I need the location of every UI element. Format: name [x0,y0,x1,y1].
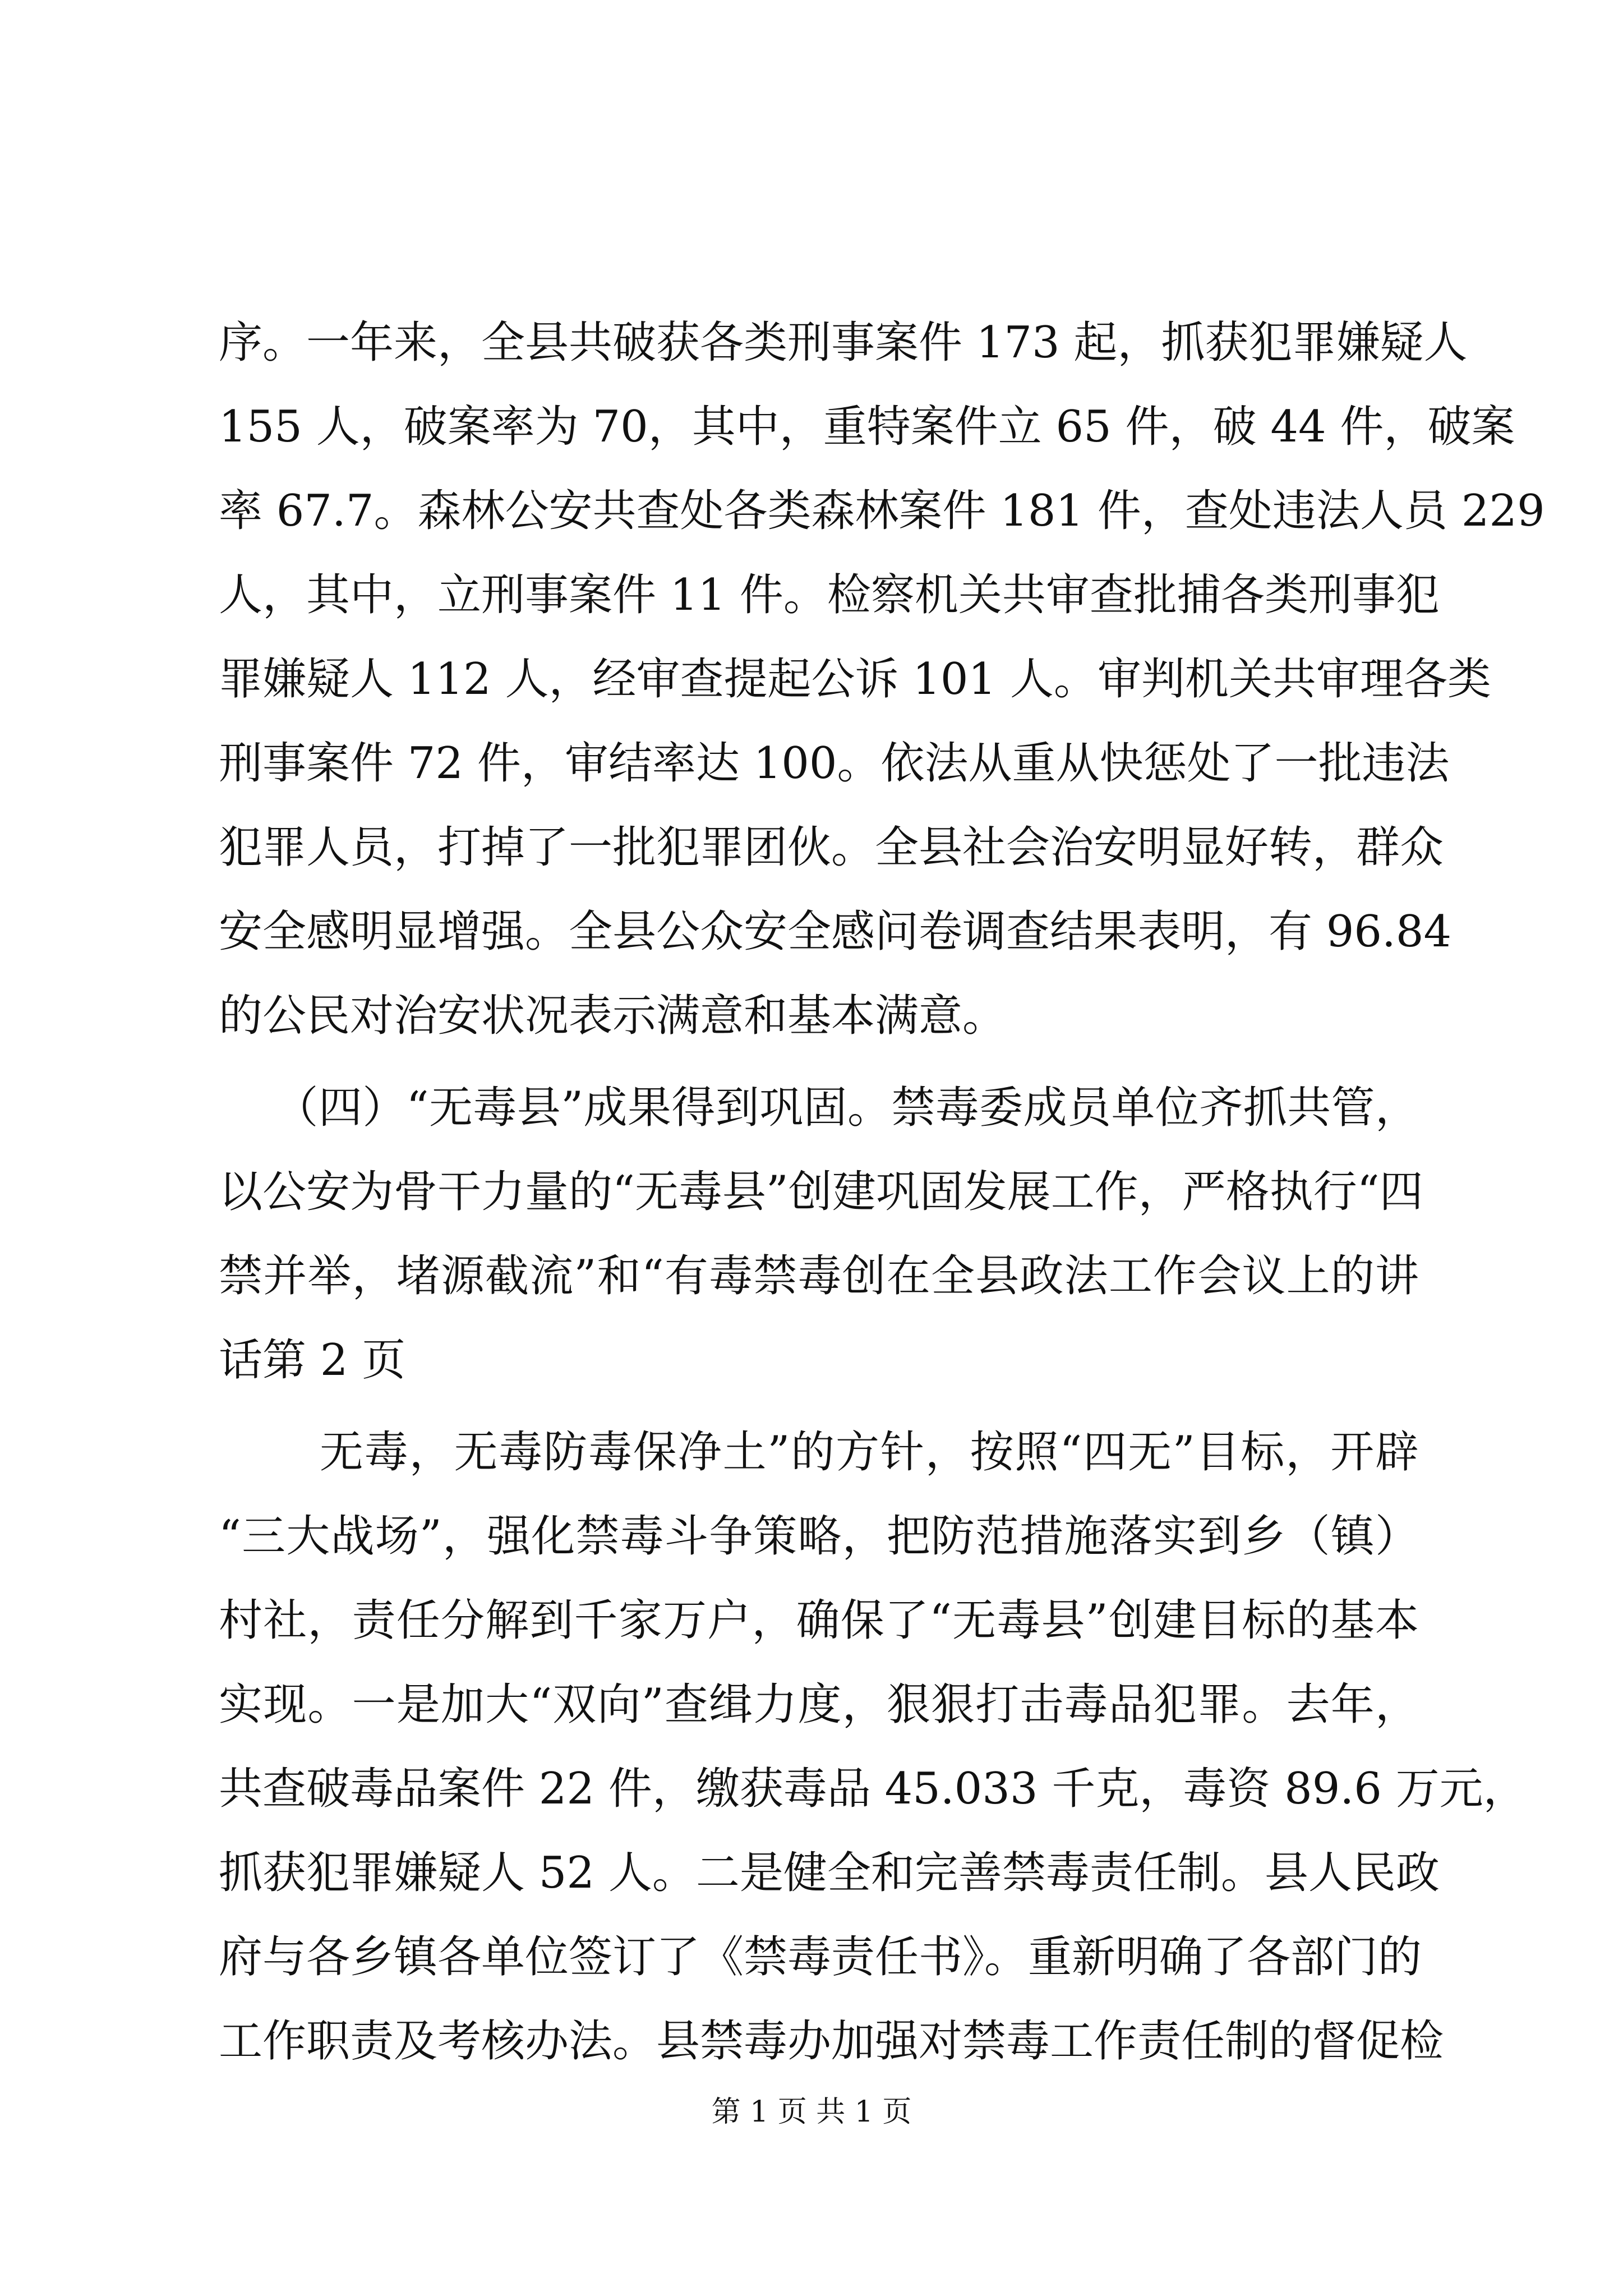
paragraph-line: 安全感明显增强。全县公众安全感问卷调查结果表明，有 96.84 [219,907,1452,957]
paragraph-line: 抓获犯罪嫌疑人 52 人。二是健全和完善禁毒责任制。县人民政 [219,1848,1440,1898]
paragraph-line: 以公安为骨干力量的“无毒县”创建巩固发展工作，严格执行“四 [219,1167,1423,1217]
body-text [219,301,1545,2083]
paragraph-line: 村社，责任分解到千家万户，确保了“无毒县”创建目标的基本 [219,1595,1419,1646]
paragraph-line: 人，其中，立刑事案件 11 件。检察机关共审查批捕各类刑事犯 [219,570,1440,620]
paragraph-line: 罪嫌疑人 112 人，经审查提起公诉 101 人。审判机关共审理各类 [219,654,1491,705]
paragraph-line: 禁并举，堵源截流”和“有毒禁毒创在全县政法工作会议上的讲 [219,1251,1419,1301]
section-heading-line: （四）“无毒县”成果得到巩固。禁毒委成员单位齐抓共管， [252,1083,1419,1133]
paragraph-line: 实现。一是加大“双向”查缉力度，狠狠打击毒品犯罪。去年， [219,1680,1419,1730]
page-number-label: 第 1 页 共 1 页 [711,2095,912,2129]
page-footer [0,2092,1623,2132]
paragraph-line: 率 67.7。森林公安共查处各类森林案件 181 件，查处违法人员 229 [219,486,1545,536]
paragraph-line: 工作职责及考核办法。县禁毒办加强对禁毒工作责任制的督促检 [219,2016,1444,2067]
paragraph-line: 刑事案件 72 件，审结率达 100。依法从重从快惩处了一批违法 [219,738,1450,789]
paragraph-line: 犯罪人员，打掉了一批犯罪团伙。全县社会治安明显好转，群众 [219,822,1444,873]
paragraph-line: “三大战场”，强化禁毒斗争策略，把防范措施落实到乡（镇） [219,1511,1419,1562]
paragraph-line: 的公民对治安状况表示满意和基本满意。 [219,991,1007,1041]
paragraph-line: 府与各乡镇各单位签订了《禁毒责任书》。重新明确了各部门的 [219,1932,1422,1982]
page-break-note: 话第 2 页 [219,1335,406,1386]
paragraph-line: 无毒，无毒防毒保净土”的方针，按照“四无”目标，开辟 [275,1427,1419,1478]
paragraph-line: 序。一年来，全县共破获各类刑事案件 173 起，抓获犯罪嫌疑人 [219,318,1468,368]
paragraph-line: 共查破毒品案件 22 件，缴获毒品 45.033 千克，毒资 89.6 万元， [219,1764,1527,1814]
paragraph-line: 155 人，破案率为 70，其中，重特案件立 65 件，破 44 件，破案 [219,402,1515,452]
